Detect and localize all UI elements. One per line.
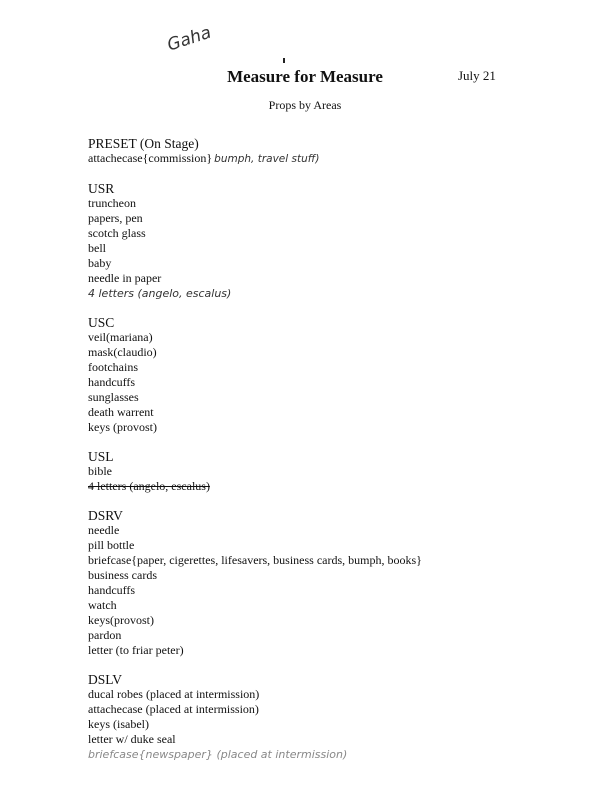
section-usr: [88, 181, 588, 301]
prop-item-text: letter (to friar peter): [88, 643, 184, 657]
prop-item: [88, 464, 588, 479]
prop-item: [88, 256, 588, 271]
prop-item-text: keys (isabel): [88, 717, 149, 731]
prop-item: [88, 211, 588, 226]
prop-item-text: watch: [88, 598, 117, 612]
handwritten-note: bumph, travel stuff): [214, 153, 320, 165]
prop-item-text: pill bottle: [88, 538, 135, 552]
prop-item-text: attachecase{commission}: [88, 151, 213, 165]
document-title: Measure for Measure: [227, 67, 383, 86]
prop-item: [88, 330, 588, 345]
prop-item: [88, 538, 588, 553]
prop-item: [88, 196, 588, 211]
section-usl: [88, 449, 588, 494]
prop-item: [88, 390, 588, 405]
prop-item-text: pardon: [88, 628, 122, 642]
pen-mark: [283, 58, 285, 63]
prop-item-text: death warrent: [88, 405, 154, 419]
prop-item: [88, 241, 588, 256]
prop-item-text: scotch glass: [88, 226, 146, 240]
prop-item-text: papers, pen: [88, 211, 143, 225]
section-title: USL: [88, 449, 114, 464]
section-dsrv: [88, 508, 588, 658]
prop-item-text: attachecase (placed at intermission): [88, 702, 259, 716]
prop-item-text: sunglasses: [88, 390, 139, 404]
prop-item: [88, 643, 588, 658]
handwritten-item: 4 letters (angelo, escalus): [88, 287, 232, 300]
prop-item-text: baby: [88, 256, 112, 270]
prop-item: [88, 687, 588, 702]
prop-item-text: 4 letters (angelo, escalus): [88, 479, 210, 493]
prop-item: [88, 271, 588, 286]
prop-item-text: handcuffs: [88, 583, 136, 597]
handwritten-annotation: Gaha: [164, 22, 214, 56]
prop-item: [88, 405, 588, 420]
prop-item: [88, 553, 588, 568]
prop-item: [88, 717, 588, 732]
prop-item: [88, 598, 588, 613]
prop-item-text: briefcase{paper, cigerettes, lifesavers, business cards, bumph, books}: [88, 553, 422, 567]
prop-item-text: veil(mariana): [88, 330, 153, 344]
section-title: DSRV: [88, 508, 123, 523]
prop-item-text: bell: [88, 241, 106, 255]
prop-item: [88, 568, 588, 583]
prop-item-text: ducal robes (placed at intermission): [88, 687, 260, 701]
handwritten-item: briefcase{newspaper} (placed at intermission): [88, 748, 348, 761]
prop-item: [88, 420, 588, 435]
prop-item-text: keys(provost): [88, 613, 154, 627]
section-title: USC: [88, 315, 115, 330]
prop-item: [88, 583, 588, 598]
prop-item: [88, 732, 588, 747]
prop-item: [88, 613, 588, 628]
section-title: PRESET (On Stage): [88, 136, 199, 151]
section-title: DSLV: [88, 672, 123, 687]
document-subtitle: Props by Areas: [268, 98, 342, 112]
prop-item: [88, 151, 588, 167]
document-date: July 21: [458, 68, 496, 83]
section-usc: [88, 315, 588, 435]
prop-item-text: needle in paper: [88, 271, 162, 285]
prop-item: [88, 375, 588, 390]
prop-item-text: keys (provost): [88, 420, 157, 434]
prop-item-text: truncheon: [88, 196, 136, 210]
prop-item: [88, 345, 588, 360]
prop-item: [88, 702, 588, 717]
prop-item-text: footchains: [88, 360, 138, 374]
prop-item: [88, 360, 588, 375]
prop-item-text: letter w/ duke seal: [88, 732, 176, 746]
prop-item: [88, 523, 588, 538]
section-dslv: [88, 672, 588, 762]
prop-item-text: business cards: [88, 568, 157, 582]
prop-item-text: handcuffs: [88, 375, 136, 389]
section-preset: [88, 136, 588, 167]
prop-item: [88, 479, 588, 494]
prop-item-text: needle: [88, 523, 120, 537]
prop-item-text: bible: [88, 464, 112, 478]
prop-item-text: mask(claudio): [88, 345, 157, 359]
prop-item: [88, 628, 588, 643]
props-list: [88, 136, 588, 776]
prop-item: [88, 226, 588, 241]
section-title: USR: [88, 181, 115, 196]
